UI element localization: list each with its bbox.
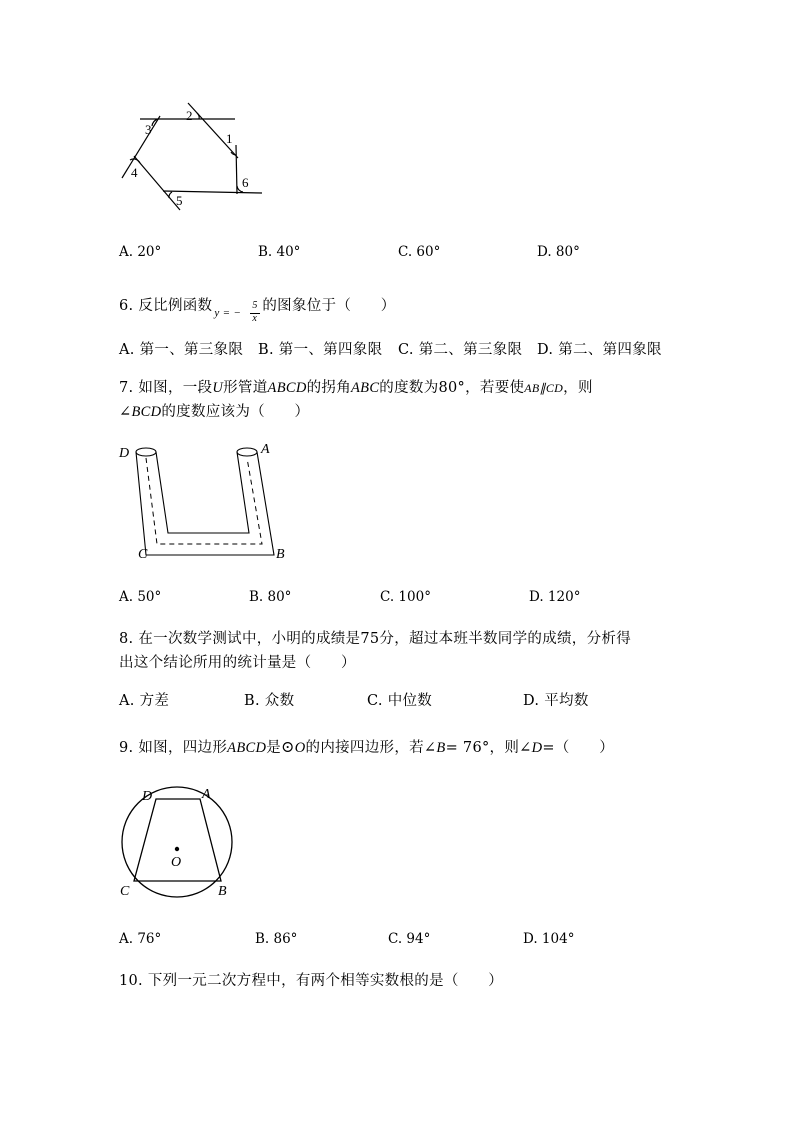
circle-symbol: ⊙ [281,737,295,756]
angle-arc [197,113,199,119]
q9-text: =（ ） [542,740,615,756]
q5-option-b: B. 40° [258,244,301,260]
q5-option-c: C. 60° [398,244,441,260]
pipe-end-d [136,448,156,456]
q7-option-d: D. 120° [529,589,581,605]
q6-formula-num: 5 [252,300,258,311]
pipe-label-c: C [138,547,148,562]
q5-option-a: A. 20° [119,244,162,260]
q8-option-b: B. 众数 [244,693,295,709]
q10-stem: 10. 下列一元二次方程中，有两个相等实数根的是（ ） [119,973,504,989]
quad-label-c: C [120,884,130,899]
angle-label-3: 3 [145,122,152,137]
pipe-label-b: B [276,547,285,562]
q7-option-c: C. 100° [380,589,431,605]
q7-text: 的度数为80°，若要使 [379,380,525,396]
q7-var-abc: ABC [351,380,380,396]
hexagon-exterior-angles-figure [110,95,270,210]
angle-arc [169,192,172,198]
q6-option-a: A. 第一、第三象限 [119,342,244,358]
angle-label-1: 1 [226,131,233,146]
center-label-o: O [171,855,182,870]
q8-stem-line2: 出这个结论所用的统计量是（ ） [119,655,356,671]
q7-text: 的拐角 [306,380,351,396]
q9-option-a: A. 76° [119,931,162,947]
quad-label-b: B [218,884,227,899]
q7-text: ，则 [563,380,593,396]
center-point-o [175,847,179,851]
q7-var-bcd: BCD [131,404,162,420]
q9-stem [119,736,614,757]
q7-option-a: A. 50° [119,589,162,605]
angle-label-6: 6 [242,175,249,190]
q8-option-c: C. 中位数 [367,693,433,709]
q8-stem-line1: 8. 在一次数学测试中，小明的成绩是75分，超过本班半数同学的成绩，分析得 [119,631,631,647]
q7-text: 形管道 [223,380,268,396]
hexagon-side [122,116,160,178]
q7-var-abcd: ABCD [267,380,307,396]
q6-option-c: C. 第二、第三象限 [398,342,523,358]
u-pipe-figure [115,440,295,565]
q6-prefix: 6. 反比例函数 [119,298,213,314]
q9-var-abcd: ABCD [227,740,267,756]
q5-option-d: D. 80° [537,244,580,260]
cyclic-quadrilateral-figure [112,780,242,905]
q7-option-b: B. 80° [249,589,292,605]
q9-text: 是 [266,740,282,756]
q7-stem-line2 [119,400,309,421]
q9-var-d: D [531,740,543,756]
q9-var-b: B [436,740,446,756]
quad-label-a: A [202,787,211,802]
q9-option-b: B. 86° [255,931,298,947]
q7-parallel-expr: AB∥CD [524,381,564,395]
q8-option-d: D. 平均数 [523,693,589,709]
q7-text: 7. 如图，一段 [119,380,213,396]
q9-text: 9. 如图，四边形 [119,740,228,756]
q9-var-o: O [294,740,306,756]
angle-label-4: 4 [131,165,138,180]
q7-angle-sym: ∠ [119,404,132,420]
q9-text: 的内接四边形，若∠ [305,740,437,756]
q6-option-d: D. 第二、第四象限 [537,342,662,358]
q9-text: = 76°，则∠ [445,740,532,756]
q9-option-c: C. 94° [388,931,431,947]
q6-stem [119,294,396,324]
angle-label-2: 2 [186,108,193,123]
pipe-end-a [237,448,257,456]
quad-label-d: D [142,789,153,804]
hexagon-side [134,156,180,210]
q7-text: 的度数应该为（ ） [161,404,310,420]
q6-option-b: B. 第一、第四象限 [258,342,383,358]
pipe-inner-wall [156,452,249,533]
q6-formula-lhs: y = − [214,307,242,319]
q7-stem-line1 [119,376,593,397]
angle-label-5: 5 [176,193,183,208]
pipe-label-d: D [119,446,130,461]
q9-option-d: D. 104° [523,931,575,947]
pipe-label-a: A [261,442,270,457]
q6-suffix: 的图象位于（ ） [262,298,396,314]
q7-var-u: U [212,380,224,396]
q6-formula-den: x [252,313,258,324]
q8-option-a: A. 方差 [119,693,170,709]
